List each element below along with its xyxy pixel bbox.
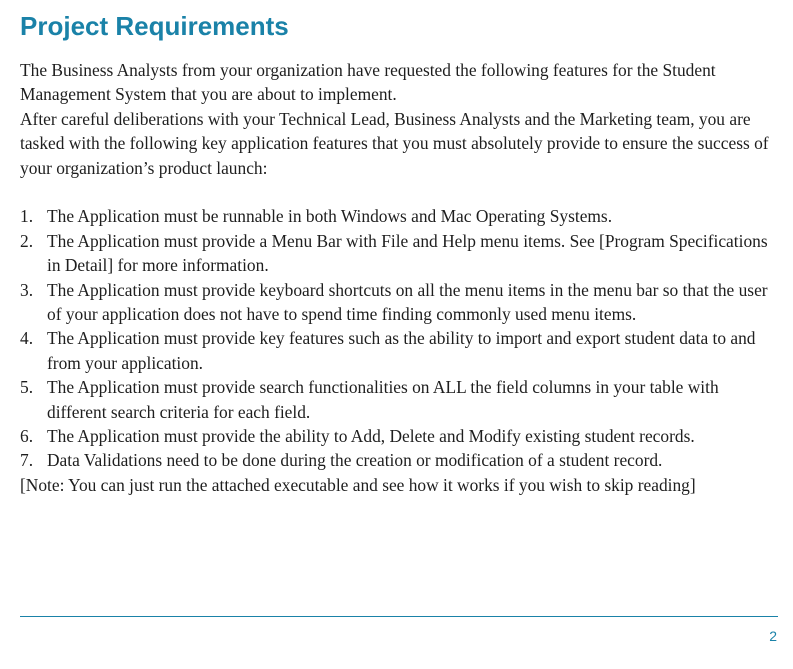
requirement-text: The Application must be runnable in both Windows and Mac Operating Systems.: [47, 206, 613, 227]
requirement-number: 2.: [20, 230, 34, 251]
intro-paragraph-1: The Business Analysts from your organization have requested the following features for the Student Management System that you are about to implement.: [20, 60, 716, 105]
requirement-number: 6.: [20, 426, 34, 447]
requirement-text: The Application must provide a Menu Bar with File and Help menu items. See [Program Specifications in Detail] for more information.: [47, 230, 768, 276]
requirement-number: 3.: [20, 279, 34, 300]
footer-divider: [20, 616, 778, 617]
note-paragraph: [Note: You can just run the attached executable and see how it works if you wish to skip reading]: [20, 474, 696, 495]
intro-section: [20, 58, 780, 180]
requirement-item: [20, 204, 780, 228]
requirement-number: 1.: [20, 206, 34, 227]
requirement-text: The Application must provide search functionalities on ALL the field columns in your table with different search criteria for each field.: [47, 377, 719, 422]
requirement-number: 5.: [20, 377, 34, 398]
requirements-list: [20, 204, 780, 472]
document-body: [20, 58, 780, 497]
requirement-item: [20, 448, 780, 472]
requirement-item: [20, 326, 780, 375]
requirement-text: The Application must provide the ability to Add, Delete and Modify existing student records.: [47, 426, 695, 447]
requirement-number: 7.: [20, 450, 34, 471]
requirement-item: [20, 278, 780, 327]
page-number: 2: [769, 628, 777, 644]
requirement-text: Data Validations need to be done during the creation or modification of a student record.: [47, 450, 663, 471]
intro-paragraph-2: After careful deliberations with your Technical Lead, Business Analysts and the Marketing team, you are tasked with the following key application features that you must absolutely provide to ensure the success of your organization’s product launch:: [20, 108, 769, 178]
requirement-number: 4.: [20, 328, 34, 349]
requirement-item: [20, 375, 780, 424]
requirement-item: [20, 424, 780, 448]
requirement-item: [20, 229, 780, 278]
page-title: Project Requirements: [20, 11, 289, 41]
requirement-text: The Application must provide keyboard shortcuts on all the menu items in the menu bar so that the user of your application does not have to spend time finding commonly used menu items.: [47, 279, 768, 325]
requirement-text: The Application must provide key features such as the ability to import and export student data to and from your application.: [47, 328, 756, 373]
